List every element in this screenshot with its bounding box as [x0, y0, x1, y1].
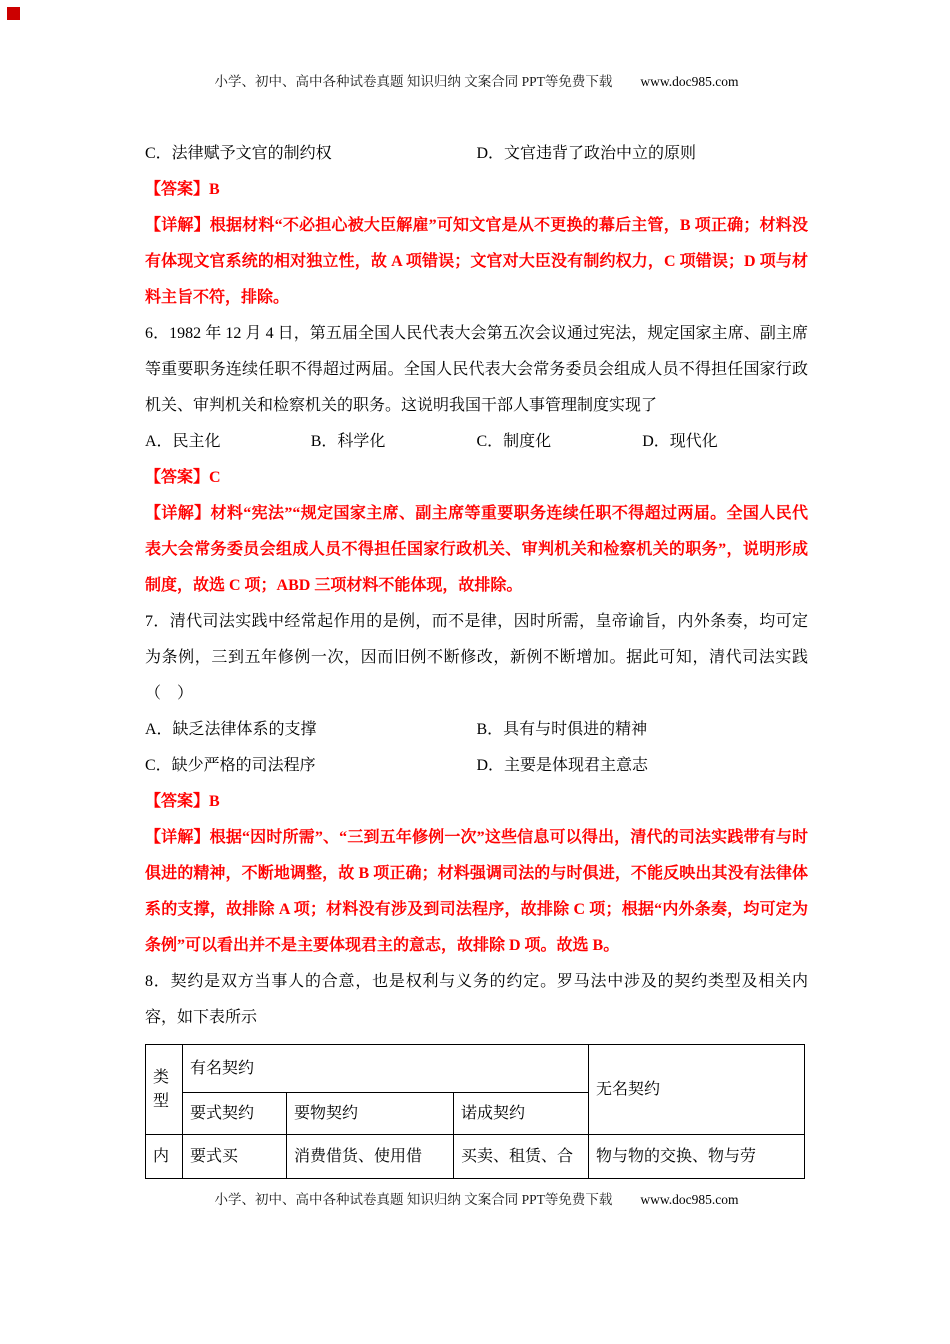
red-corner-marker	[7, 7, 20, 20]
q6-option-b: B．科学化	[310, 433, 386, 450]
q7-explanation: 【详解】根据“因时所需”、“三到五年修例一次”这些信息可以得出，清代的司法实践带有与时俱进的精神，不断地调整，故 B 项正确；材料强调司法的与时俱进，不能反映出其没有法律体系的支撑，故排除 A 项；材料没有涉及到司法程序，故排除 C 项；根据“内外条奏，均可定为条例”可以看出并不是主要体现君主的意志，故排除 D 项。故选 B。	[145, 829, 808, 954]
q7-answer: 【答案】B	[145, 793, 220, 810]
q6-option-a: A．民主化	[145, 433, 221, 450]
table-cell-formal: 要式买	[183, 1135, 287, 1179]
q6-stem: 6．1982 年 12 月 4 日，第五届全国人民代表大会第五次会议通过宪法，规定国家主席、副主席等重要职务连续任职不得超过两届。全国人民代表大会常务委员会组成人员不得担任国家行政机关、审判机关和检察机关的职务。这说明我国干部人事管理制度实现了	[145, 325, 808, 414]
table-header-unnamed-contract: 无名契约	[589, 1045, 805, 1135]
q6-explanation: 【详解】材料“宪法”“规定国家主席、副主席等重要职务连续任职不得超过两届。全国人民代表大会常务委员会组成人员不得担任国家行政机关、审判机关和检察机关的职务”，说明形成制度，故选 C 项；ABD 三项材料不能体现，故排除。	[145, 505, 808, 594]
table-subheader-real: 要物契约	[287, 1093, 454, 1135]
q7-option-c: C．缺少严格的司法程序	[145, 757, 316, 774]
table-cell-real: 消费借货、使用借	[287, 1135, 454, 1179]
footer-site-link[interactable]: www.doc985.com	[640, 1192, 739, 1207]
q7-option-b: B．具有与时俱进的精神	[476, 721, 648, 738]
q7-option-a: A．缺乏法律体系的支撑	[145, 721, 317, 738]
table-subheader-formal: 要式契约	[183, 1093, 287, 1135]
q8-contract-table	[145, 1044, 805, 1179]
header-site-link[interactable]: www.doc985.com	[640, 74, 739, 89]
table-cell-unnamed: 物与物的交换、物与劳	[589, 1135, 805, 1179]
q6-option-c: C．制度化	[476, 433, 552, 450]
q6-options-row	[145, 424, 808, 460]
table-header-named-contract: 有名契约	[183, 1045, 589, 1093]
q5-explanation: 【详解】根据材料“不必担心被大臣解雇”可知文官是从不更换的幕后主管，B 项正确；材料没有体现文官系统的相对独立性，故 A 项错误；文官对大臣没有制约权力，C 项错误；D 项与材料主旨不符，排除。	[145, 217, 808, 306]
q5-options-row	[145, 136, 808, 172]
page-footer	[145, 1188, 808, 1208]
q7-option-d: D．主要是体现君主意志	[476, 757, 649, 774]
q5-option-d: D．文官违背了政治中立的原则	[476, 145, 697, 162]
q7-stem: 7．清代司法实践中经常起作用的是例，而不是律，因时所需，皇帝谕旨，内外条奏，均可定为条例，三到五年修例一次，因而旧例不断修改，新例不断增加。据此可知，清代司法实践（ ）	[145, 613, 808, 702]
footer-promo-text: 小学、初中、高中各种试卷真题 知识归纳 文案合同 PPT等免费下载	[214, 1192, 613, 1207]
q7-options-row-1	[145, 712, 808, 748]
header-promo-text: 小学、初中、高中各种试卷真题 知识归纳 文案合同 PPT等免费下载	[214, 74, 613, 89]
table-cell-consensual: 买卖、租赁、合	[454, 1135, 589, 1179]
q8-stem: 8．契约是双方当事人的合意，也是权利与义务的约定。罗马法中涉及的契约类型及相关内容，如下表所示	[145, 973, 808, 1026]
document-content	[145, 136, 808, 1179]
table-row-label-content: 内	[146, 1135, 183, 1179]
page-header	[145, 70, 808, 90]
q7-options-row-2	[145, 748, 808, 784]
table-subheader-consensual: 诺成契约	[454, 1093, 589, 1135]
table-header-type: 类型	[146, 1045, 183, 1135]
q5-answer: 【答案】B	[145, 181, 220, 198]
q6-answer: 【答案】C	[145, 469, 221, 486]
q6-option-d: D．现代化	[642, 433, 718, 450]
q5-option-c: C．法律赋予文官的制约权	[145, 145, 332, 162]
